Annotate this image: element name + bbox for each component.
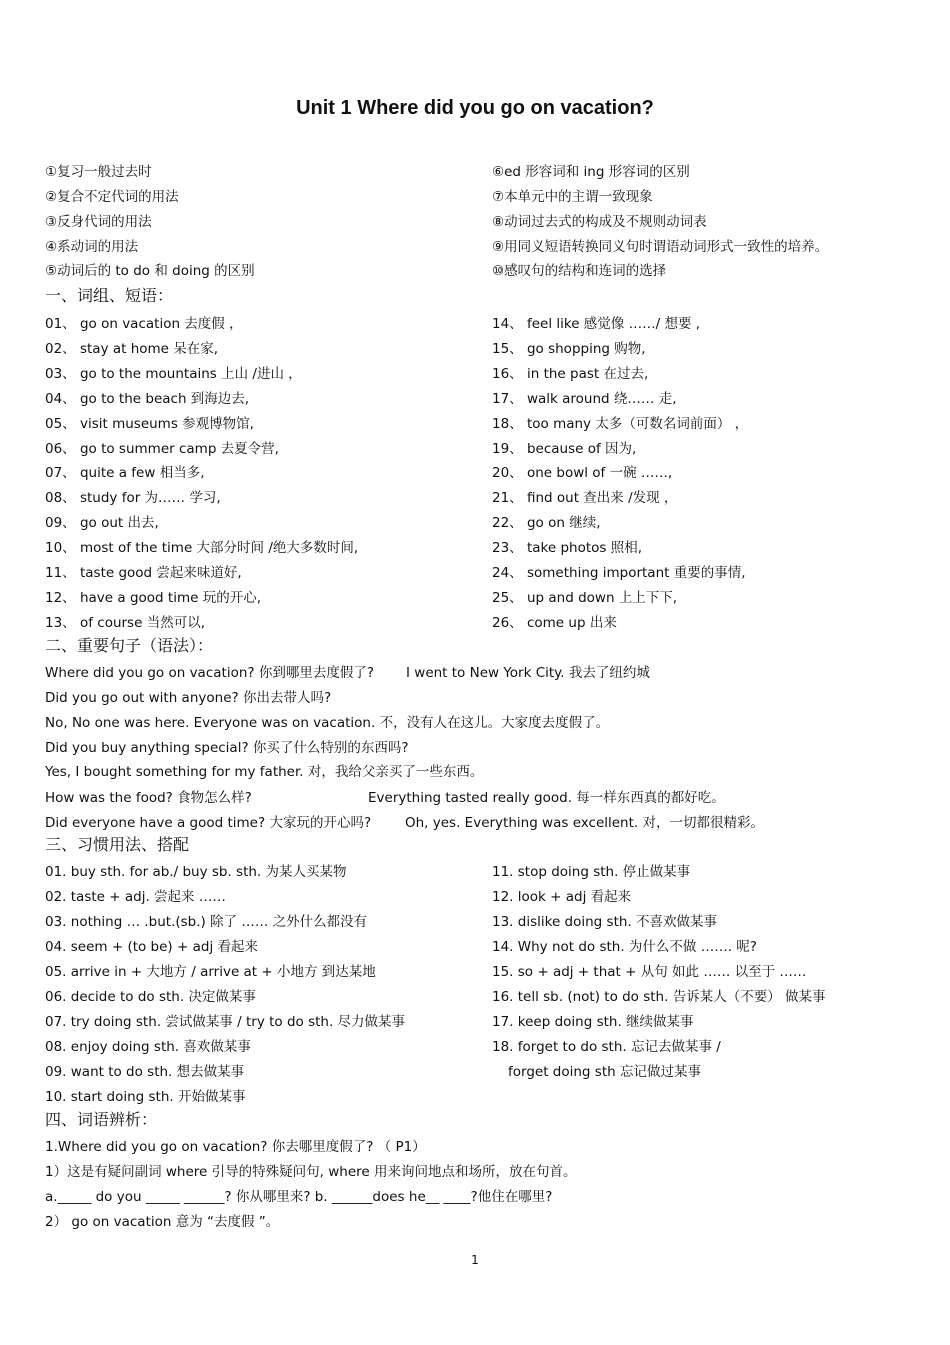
usage-item: 05. arrive in + 大地方 / arrive at + 小地方 到达某地 <box>45 963 376 980</box>
phrase-item: 25、 up and down 上上下下, <box>492 589 678 606</box>
analysis-line: 2） go on vacation 意为 “去度假 ”。 <box>45 1214 280 1230</box>
phrase-item: 21、 find out 查出来 /发现 ， <box>492 490 678 507</box>
analysis-line: a._____ do you _____ ______? 你从哪里来? b. ______does he__ ____?他住在哪里? <box>45 1189 553 1205</box>
usage-item: 07. try doing sth. 尝试做某事 / try to do sth. 尽力做某事 <box>45 1013 406 1030</box>
sentence-question: How was the food? 食物怎么样? <box>45 790 252 806</box>
page-title: Unit 1 Where did you go on vacation? <box>296 97 654 119</box>
phrase-item: 13、 of course 当然可以, <box>45 614 205 631</box>
phrase-item: 02、 stay at home 呆在家, <box>45 340 219 357</box>
phrase-item: 26、 come up 出来 <box>492 614 617 631</box>
usage-item: forget doing sth 忘记做过某事 <box>508 1063 701 1080</box>
objective-item: ⑨用同义短语转换同义句时谓语动词形式一致性的培养。 <box>492 239 829 255</box>
phrase-item: 14、 feel like 感觉像 ……/ 想要 , <box>492 316 701 332</box>
phrase-item: 08、 study for 为…… 学习, <box>45 490 221 507</box>
phrase-item: 17、 walk around 绕…… 走, <box>492 390 677 407</box>
section-heading: 四、词语辨析： <box>45 1110 158 1129</box>
phrase-item: 05、 visit museums 参观博物馆, <box>45 415 254 432</box>
section-heading: 一、词组、短语： <box>45 286 174 305</box>
usage-item: 08. enjoy doing sth. 喜欢做某事 <box>45 1038 251 1055</box>
usage-item: 01. buy sth. for ab./ buy sb. sth. 为某人买某物 <box>45 864 347 880</box>
objective-item: ⑦本单元中的主谓一致现象 <box>492 189 653 205</box>
usage-item: 18. forget to do sth. 忘记去做某事 / <box>492 1038 721 1055</box>
phrase-item: 11、 taste good 尝起来味道好, <box>45 565 242 581</box>
objective-item: ⑥ed 形容词和 ing 形容词的区别 <box>492 164 690 180</box>
section-heading: 二、重要句子（语法）： <box>45 636 214 655</box>
objective-item: ④系动词的用法 <box>45 239 139 255</box>
usage-item: 02. taste + adj. 尝起来 …… <box>45 888 226 905</box>
usage-item: 15. so + adj + that + 从句 如此 …… 以至于 …… <box>492 963 807 980</box>
section-heading: 三、习惯用法、搭配 <box>45 835 190 854</box>
usage-item: 10. start doing sth. 开始做某事 <box>45 1088 246 1105</box>
phrase-item: 24、 something important 重要的事情, <box>492 565 746 581</box>
phrase-item: 23、 take photos 照相, <box>492 540 643 557</box>
phrase-item: 10、 most of the time 大部分时间 /绝大多数时间, <box>45 540 359 557</box>
phrase-item: 18、 too many 太多（可数名词前面） ， <box>492 415 749 432</box>
usage-item: 06. decide to do sth. 决定做某事 <box>45 988 256 1005</box>
phrase-item: 04、 go to the beach 到海边去, <box>45 390 250 407</box>
usage-item: 16. tell sb. (not) to do sth. 告诉某人（不要） 做某事 <box>492 988 826 1005</box>
page-number: 1 <box>471 1253 479 1267</box>
sentence-question: Where did you go on vacation? 你到哪里去度假了? <box>45 665 375 681</box>
phrase-item: 06、 go to summer camp 去夏令营, <box>45 440 279 457</box>
usage-item: 12. look + adj 看起来 <box>492 888 632 905</box>
objective-item: ⑧动词过去式的构成及不规则动词表 <box>492 214 707 230</box>
objective-item: ⑤动词后的 to do 和 doing 的区别 <box>45 263 255 279</box>
sentence-question: Did everyone have a good time? 大家玩的开心吗? <box>45 815 372 831</box>
phrase-item: 22、 go on 继续, <box>492 515 601 532</box>
sentence-answer: Oh, yes. Everything was excellent. 对，一切都很精彩。 <box>405 815 764 831</box>
usage-item: 09. want to do sth. 想去做某事 <box>45 1063 245 1080</box>
sentence-question: No, No one was here. Everyone was on vacation. 不，没有人在这儿。大家度去度假了。 <box>45 715 610 731</box>
objective-item: ③反身代词的用法 <box>45 214 152 230</box>
phrase-item: 15、 go shopping 购物, <box>492 340 646 357</box>
objective-item: ②复合不定代词的用法 <box>45 189 179 205</box>
analysis-line: 1.Where did you go on vacation? 你去哪里度假了? （ P1） <box>45 1139 426 1155</box>
usage-item: 04. seem + (to be) + adj 看起来 <box>45 938 258 955</box>
usage-item: 13. dislike doing sth. 不喜欢做某事 <box>492 913 718 930</box>
usage-item: 11. stop doing sth. 停止做某事 <box>492 864 691 880</box>
sentence-question: Did you buy anything special? 你买了什么特别的东西吗? <box>45 740 409 756</box>
phrase-item: 20、 one bowl of 一碗 ……, <box>492 465 673 482</box>
usage-item: 14. Why not do sth. 为什么不做 ……. 呢? <box>492 938 757 955</box>
usage-item: 17. keep doing sth. 继续做某事 <box>492 1013 694 1030</box>
sentence-question: Yes, I bought something for my father. 对，我给父亲买了一些东西。 <box>45 764 484 780</box>
phrase-item: 16、 in the past 在过去, <box>492 365 649 382</box>
phrase-item: 01、 go on vacation 去度假 ， <box>45 316 243 332</box>
usage-item: 03. nothing … .but.(sb.) 除了 …… 之外什么都没有 <box>45 913 368 930</box>
analysis-line: 1）这是有疑问副词 where 引导的特殊疑问句, where 用来询问地点和场所，放在句首。 <box>45 1164 577 1180</box>
phrase-item: 07、 quite a few 相当多, <box>45 465 205 482</box>
sentence-answer: Everything tasted really good. 每一样东西真的都好吃。 <box>368 790 725 806</box>
sentence-question: Did you go out with anyone? 你出去带人吗? <box>45 690 332 706</box>
sentence-answer: I went to New York City. 我去了纽约城 <box>406 665 650 681</box>
phrase-item: 12、 have a good time 玩的开心, <box>45 589 261 606</box>
objective-item: ①复习一般过去时 <box>45 164 152 180</box>
phrase-item: 03、 go to the mountains 上山 /进山 ， <box>45 365 302 382</box>
phrase-item: 19、 because of 因为, <box>492 440 637 457</box>
phrase-item: 09、 go out 出去, <box>45 515 159 532</box>
objective-item: ⑩感叹句的结构和连词的选择 <box>492 263 667 279</box>
